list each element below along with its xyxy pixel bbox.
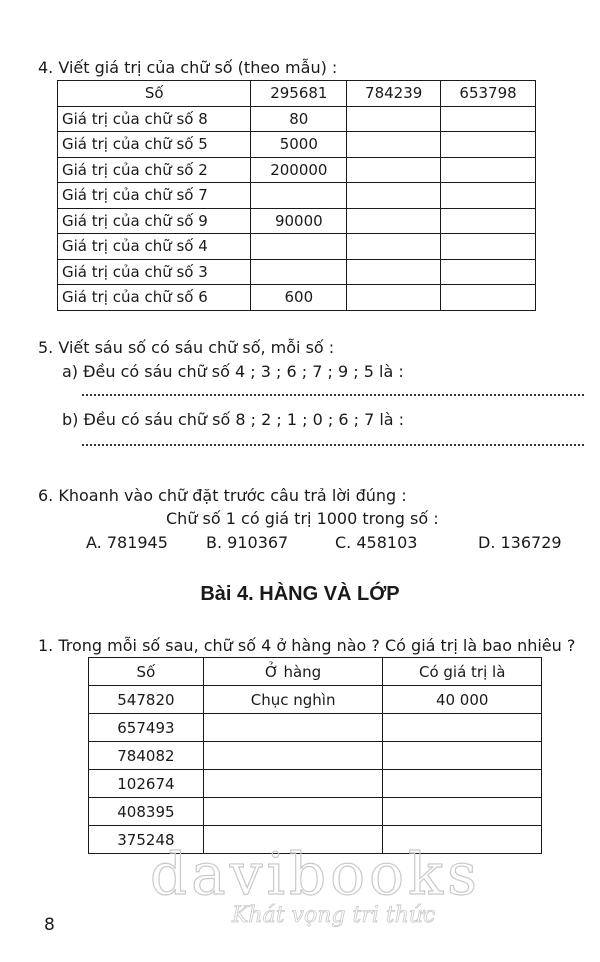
- row-label: Giá trị của chữ số 5: [58, 132, 251, 158]
- exercise-6-question: 6. Khoanh vào chữ đặt trước câu trả lời đúng :: [38, 486, 407, 505]
- header-cell: Có giá trị là: [383, 658, 542, 686]
- value-cell: [251, 183, 347, 209]
- exercise-4-question: 4. Viết giá trị của chữ số (theo mẫu) :: [38, 58, 338, 77]
- place-cell: [203, 714, 383, 742]
- answer-line-5b[interactable]: [82, 444, 584, 446]
- value-cell: [441, 208, 536, 234]
- lesson-title: Bài 4. HÀNG VÀ LỚP: [200, 583, 400, 605]
- table-header-row: [58, 81, 536, 107]
- row-label: Giá trị của chữ số 8: [58, 106, 251, 132]
- value-cell: [347, 234, 441, 260]
- row-label: Giá trị của chữ số 7: [58, 183, 251, 209]
- value-cell: 80: [251, 106, 347, 132]
- value-cell: [347, 157, 441, 183]
- digit-value-table: [57, 80, 536, 311]
- header-cell: 784239: [347, 81, 441, 107]
- value-cell: [441, 157, 536, 183]
- number-cell: 784082: [89, 742, 204, 770]
- value-cell: [441, 259, 536, 285]
- value-cell: 40 000: [383, 686, 542, 714]
- header-cell: Số: [89, 658, 204, 686]
- place-value-table: [88, 657, 542, 854]
- row-label: Giá trị của chữ số 6: [58, 285, 251, 311]
- header-cell: 295681: [251, 81, 347, 107]
- table-row: [89, 714, 542, 742]
- value-cell: [347, 132, 441, 158]
- place-cell: [203, 742, 383, 770]
- row-label: Giá trị của chữ số 9: [58, 208, 251, 234]
- row-label: Giá trị của chữ số 3: [58, 259, 251, 285]
- number-cell: 657493: [89, 714, 204, 742]
- number-cell: 102674: [89, 770, 204, 798]
- table-row: [58, 106, 536, 132]
- number-cell: 547820: [89, 686, 204, 714]
- lesson-exercise-1-question: 1. Trong mỗi số sau, chữ số 4 ở hàng nào ? Có giá trị là bao nhiêu ?: [38, 636, 576, 655]
- row-label: Giá trị của chữ số 2: [58, 157, 251, 183]
- option-b[interactable]: B. 910367: [206, 533, 289, 552]
- table-header-row: [89, 658, 542, 686]
- value-cell: [347, 183, 441, 209]
- value-cell: [383, 770, 542, 798]
- option-a[interactable]: A. 781945: [86, 533, 168, 552]
- answer-line-5a[interactable]: [82, 394, 584, 396]
- table-row: [58, 285, 536, 311]
- table-row: [89, 742, 542, 770]
- value-cell: 90000: [251, 208, 347, 234]
- table-row: [58, 208, 536, 234]
- header-cell: 653798: [441, 81, 536, 107]
- number-cell: 375248: [89, 826, 204, 854]
- value-cell: [441, 234, 536, 260]
- watermark-tagline: Khát vọng tri thức: [232, 903, 436, 928]
- table-row: [58, 234, 536, 260]
- header-cell: Ở hàng: [203, 658, 383, 686]
- place-cell: [203, 798, 383, 826]
- value-cell: [441, 132, 536, 158]
- table-row: [58, 132, 536, 158]
- exercise-5-question: 5. Viết sáu số có sáu chữ số, mỗi số :: [38, 338, 335, 357]
- table-row: [89, 798, 542, 826]
- place-cell: [203, 770, 383, 798]
- value-cell: [383, 798, 542, 826]
- value-cell: [441, 106, 536, 132]
- value-cell: [347, 259, 441, 285]
- number-cell: 408395: [89, 798, 204, 826]
- value-cell: 600: [251, 285, 347, 311]
- table-row: [89, 770, 542, 798]
- option-c[interactable]: C. 458103: [335, 533, 418, 552]
- exercise-5b-prompt: b) Đều có sáu chữ số 8 ; 2 ; 1 ; 0 ; 6 ; 7 là :: [62, 410, 405, 429]
- value-cell: [347, 106, 441, 132]
- value-cell: [347, 208, 441, 234]
- value-cell: [383, 714, 542, 742]
- header-cell: Số: [58, 81, 251, 107]
- table-row: [89, 686, 542, 714]
- value-cell: [441, 183, 536, 209]
- page-number: 8: [44, 915, 55, 935]
- value-cell: 200000: [251, 157, 347, 183]
- value-cell: [251, 259, 347, 285]
- value-cell: 5000: [251, 132, 347, 158]
- value-cell: [347, 285, 441, 311]
- value-cell: [251, 234, 347, 260]
- table-row: [58, 183, 536, 209]
- value-cell: [441, 285, 536, 311]
- table-row: [58, 157, 536, 183]
- table-row: [58, 259, 536, 285]
- place-cell: Chục nghìn: [203, 686, 383, 714]
- exercise-5a-prompt: a) Đều có sáu chữ số 4 ; 3 ; 6 ; 7 ; 9 ; 5 là :: [62, 362, 404, 381]
- exercise-6-prompt: Chữ số 1 có giá trị 1000 trong số :: [166, 509, 439, 528]
- value-cell: [383, 742, 542, 770]
- option-d[interactable]: D. 136729: [478, 533, 562, 552]
- row-label: Giá trị của chữ số 4: [58, 234, 251, 260]
- watermark-brand: davibooks: [150, 840, 481, 908]
